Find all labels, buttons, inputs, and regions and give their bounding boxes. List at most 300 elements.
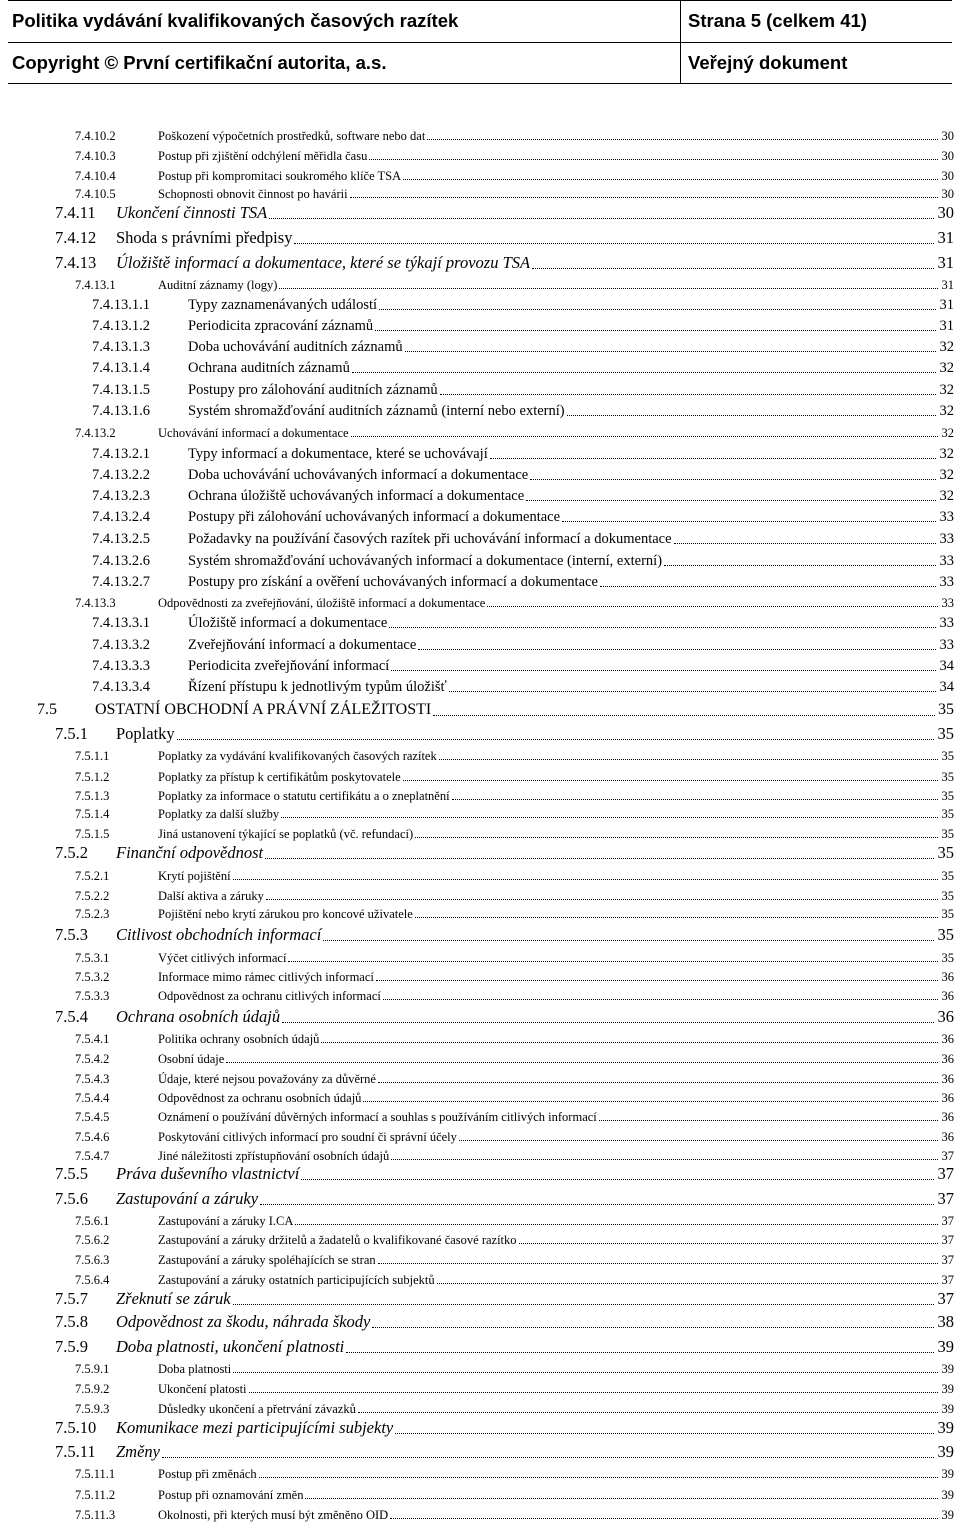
toc-leader-dots [305, 1498, 938, 1499]
toc-entry-title: Doba uchovávání uchovávaných informací a dokumentace [188, 466, 529, 483]
toc-entry-number: 7.4.13 [55, 252, 97, 272]
toc-entry-title: Zastupování a záruky spoléhajících se stran [158, 1252, 376, 1267]
toc-entry[interactable] [0, 292, 960, 312]
toc-entry[interactable] [0, 1481, 960, 1501]
toc-entry[interactable] [0, 1123, 960, 1143]
toc-entry-number: 7.5.6.3 [75, 1252, 110, 1267]
toc-entry[interactable] [0, 820, 960, 840]
toc-entry-title: Ochrana osobních údajů [116, 1006, 281, 1026]
toc-entry[interactable] [0, 653, 960, 673]
toc-entry-page: 39 [941, 1487, 954, 1502]
toc-entry-title: Důsledky ukončení a přetrvání závazků [158, 1401, 356, 1416]
toc-entry-number: 7.5.3 [55, 924, 88, 944]
toc-entry-number: 7.5.4.2 [75, 1051, 110, 1066]
toc-entry-page: 34 [939, 678, 954, 695]
toc-entry-title: Ochrana úložiště uchovávaných informací a dokumentace [188, 487, 525, 504]
toc-entry-page: 36 [941, 1031, 954, 1046]
toc-entry-number: 7.5.4.1 [75, 1031, 110, 1046]
toc-entry-number: 7.5.8 [55, 1311, 88, 1331]
toc-entry-number: 7.5.1.4 [75, 806, 110, 821]
toc-entry[interactable] [0, 142, 960, 162]
toc-entry-title: Typy informací a dokumentace, které se uchovávají [188, 445, 488, 462]
toc-leader-dots [487, 606, 938, 607]
toc-leader-dots [279, 288, 938, 289]
toc-entry-title: Ukončení činnosti TSA [116, 202, 268, 222]
toc-entry-title: Pojištění nebo krytí zárukou pro koncové uživatele [158, 906, 413, 921]
toc-entry[interactable] [0, 504, 960, 524]
toc-entry-title: Poskytování citlivých informací pro soudní či správní účely [158, 1129, 457, 1144]
toc-entry-number: 7.4.13.1.3 [92, 338, 150, 355]
toc-entry-number: 7.4.13.1.2 [92, 317, 150, 334]
toc-entry[interactable] [0, 1375, 960, 1395]
toc-entry[interactable] [0, 313, 960, 333]
toc-entry-page: 36 [941, 1051, 954, 1066]
toc-entry-number: 7.5.2.3 [75, 906, 110, 921]
toc-leader-dots [281, 817, 938, 818]
toc-entry-title: Výčet citlivých informací [158, 950, 287, 965]
toc-entry-page: 32 [939, 359, 954, 376]
toc-entry[interactable] [0, 982, 960, 1002]
toc-leader-dots [391, 670, 936, 671]
toc-entry-title: Práva duševního vlastnictví [116, 1163, 300, 1183]
toc-entry-number: 7.5.4.5 [75, 1109, 110, 1124]
toc-leader-dots [664, 565, 936, 566]
toc-entry-title: Postup při kompromitaci soukromého klíče TSA [158, 168, 402, 183]
toc-entry-number: 7.5.2 [55, 842, 88, 862]
toc-entry-title: Postupy při zálohování uchovávaných informací a dokumentace [188, 508, 561, 525]
toc-entry[interactable] [0, 782, 960, 802]
toc-entry[interactable] [0, 398, 960, 418]
toc-entry[interactable] [0, 419, 960, 439]
toc-entry-page: 35 [937, 842, 954, 862]
toc-entry-number: 7.5.1.2 [75, 769, 110, 784]
toc-entry[interactable] [0, 1065, 960, 1085]
toc-leader-dots [288, 961, 938, 962]
toc-entry-number: 7.5.6 [55, 1188, 88, 1208]
toc-entry-title: Ochrana auditních záznamů [188, 359, 350, 376]
toc-leader-dots [403, 780, 938, 781]
toc-entry[interactable] [0, 862, 960, 882]
toc-entry-title: Typy zaznamenávaných událostí [188, 296, 378, 313]
toc-entry-number: 7.4.13.1 [75, 277, 116, 292]
toc-entry-page: 35 [941, 748, 954, 763]
toc-leader-dots [351, 436, 938, 437]
toc-entry-number: 7.5.4.6 [75, 1129, 110, 1144]
toc-entry-page: 31 [939, 296, 954, 313]
toc-entry-title: Postup při zjištění odchýlení měřidla času [158, 148, 368, 163]
toc-leader-dots [433, 715, 935, 716]
toc-entry-page: 33 [939, 552, 954, 569]
toc-leader-dots [599, 1120, 938, 1121]
toc-entry-title: Oznámení o používání důvěrných informací a souhlas s používáním citlivých informací [158, 1109, 597, 1124]
toc-entry-page: 35 [941, 826, 954, 841]
toc-entry-title: Uchovávání informací a dokumentace [158, 425, 349, 440]
toc-leader-dots [301, 1179, 934, 1180]
toc-entry-number: 7.4.13.1.1 [92, 296, 150, 313]
toc-entry-title: Údaje, které nejsou považovány za důvěrné [158, 1071, 376, 1086]
toc-entry-number: 7.4.10.4 [75, 168, 116, 183]
toc-entry[interactable] [0, 1103, 960, 1123]
toc-entry-title: Systém shromažďování auditních záznamů (interní nebo externí) [188, 402, 565, 419]
toc-leader-dots [282, 1022, 934, 1023]
toc-entry-title: Periodicita zpracování záznamů [188, 317, 374, 334]
toc-entry-title: Poplatky za vydávání kvalifikovaných časových razítek [158, 748, 437, 763]
toc-entry-page: 36 [941, 988, 954, 1003]
toc-entry-number: 7.5.11.3 [75, 1507, 116, 1522]
toc-entry-page: 39 [941, 1361, 954, 1376]
toc-leader-dots [376, 980, 938, 981]
toc-entry-page: 36 [941, 1129, 954, 1144]
toc-leader-dots [449, 691, 936, 692]
toc-entry-number: 7.4.13.2.6 [92, 552, 150, 569]
toc-entry[interactable] [0, 944, 960, 964]
toc-entry[interactable] [0, 1501, 960, 1521]
toc-entry-page: 33 [939, 573, 954, 590]
toc-entry-number: 7.5.6.2 [75, 1232, 110, 1247]
toc-entry-title: Poplatky za další služby [158, 806, 280, 821]
toc-entry[interactable] [0, 722, 960, 742]
toc-entry-title: Jiné náležitosti zpřístupňování osobních údajů [158, 1148, 390, 1163]
toc-entry-page: 32 [939, 466, 954, 483]
toc-leader-dots [323, 940, 934, 941]
toc-entry-page: 37 [941, 1252, 954, 1267]
toc-entry[interactable] [0, 763, 960, 783]
toc-entry[interactable] [0, 1084, 960, 1104]
toc-entry-page: 33 [939, 508, 954, 525]
toc-leader-dots [519, 1243, 938, 1244]
toc-entry-title: Auditní záznamy (logy) [158, 277, 278, 292]
toc-leader-dots [177, 739, 934, 740]
toc-entry-number: 7.5.11.1 [75, 1466, 116, 1481]
toc-entry-page: 37 [937, 1288, 954, 1308]
toc-leader-dots [321, 1042, 938, 1043]
toc-entry-number: 7.4.13.2.2 [92, 466, 150, 483]
toc-entry-title: Jiná ustanovení týkající se poplatků (vč. refundací) [158, 826, 414, 841]
toc-entry-number: 7.4.10.3 [75, 148, 116, 163]
toc-entry-page: 37 [941, 1148, 954, 1163]
toc-entry-page: 35 [941, 806, 954, 821]
toc-entry[interactable] [0, 251, 960, 271]
toc-entry-title: Zastupování a záruky [116, 1188, 259, 1208]
toc-entry-title: Úložiště informací a dokumentace [188, 614, 388, 631]
toc-entry-page: 36 [941, 1090, 954, 1105]
toc-entry-number: 7.5.9.2 [75, 1381, 110, 1396]
toc-entry[interactable] [0, 900, 960, 920]
toc-entry[interactable] [0, 180, 960, 200]
toc-entry-title: OSTATNÍ OBCHODNÍ A PRÁVNÍ ZÁLEŽITOSTI [95, 701, 432, 718]
toc-entry[interactable] [0, 882, 960, 902]
toc-entry[interactable] [0, 674, 960, 694]
toc-entry-page: 39 [941, 1401, 954, 1416]
toc-entry[interactable] [0, 569, 960, 589]
toc-entry-page: 33 [939, 614, 954, 631]
toc-leader-dots [295, 1224, 938, 1225]
toc-entry-number: 7.4.11 [55, 202, 96, 222]
toc-entry-number: 7.5.1.1 [75, 748, 110, 763]
toc-entry-title: Poškození výpočetních prostředků, software nebo dat [158, 128, 426, 143]
toc-entry[interactable] [0, 122, 960, 142]
toc-entry-title: Doba uchovávání auditních záznamů [188, 338, 403, 355]
toc-entry[interactable] [0, 800, 960, 820]
toc-entry[interactable] [0, 1246, 960, 1266]
toc-entry-number: 7.5.3.3 [75, 988, 110, 1003]
toc-entry[interactable] [0, 1187, 960, 1207]
toc-leader-dots [437, 1283, 938, 1284]
toc-entry-title: Ukončení platosti [158, 1381, 247, 1396]
toc-entry[interactable] [0, 1025, 960, 1045]
toc-leader-dots [532, 268, 934, 269]
toc-leader-dots [415, 917, 938, 918]
toc-leader-dots [395, 1433, 934, 1434]
toc-entry[interactable] [0, 1335, 960, 1355]
toc-entry[interactable] [0, 632, 960, 652]
toc-leader-dots [269, 218, 934, 219]
toc-entry[interactable] [0, 1460, 960, 1480]
toc-entry-number: 7.5.4.7 [75, 1148, 110, 1163]
toc-entry-page: 31 [941, 277, 954, 292]
toc-entry-number: 7.4.13.1.6 [92, 402, 150, 419]
toc-entry-title: Schopnosti obnovit činnost po havárii [158, 186, 348, 201]
toc-entry-page: 38 [937, 1311, 954, 1331]
toc-entry-number: 7.5.1.3 [75, 788, 110, 803]
toc-entry[interactable] [0, 1416, 960, 1436]
toc-entry-title: Postupy pro zálohování auditních záznamů [188, 381, 438, 398]
toc-entry[interactable] [0, 923, 960, 943]
toc-entry-page: 37 [941, 1213, 954, 1228]
toc-entry-page: 39 [941, 1466, 954, 1481]
toc-entry[interactable] [0, 271, 960, 291]
toc-entry-number: 7.5.6.1 [75, 1213, 110, 1228]
toc-entry-title: Shoda s právními předpisy [116, 227, 293, 247]
toc-entry-number: 7.5.6.4 [75, 1272, 110, 1287]
toc-entry[interactable] [0, 589, 960, 609]
toc-leader-dots [249, 1392, 938, 1393]
toc-entry-number: 7.4.13.3.3 [92, 657, 150, 674]
toc-entry-number: 7.5.9.3 [75, 1401, 110, 1416]
toc-entry-title: Finanční odpovědnost [116, 842, 264, 862]
toc-entry-page: 32 [939, 487, 954, 504]
toc-leader-dots [459, 1140, 938, 1141]
toc-entry-number: 7.4.12 [55, 227, 97, 247]
toc-leader-dots [389, 627, 936, 628]
toc-entry-page: 37 [937, 1163, 954, 1183]
toc-leader-dots [372, 1327, 934, 1328]
toc-entry-number: 7.5.11.2 [75, 1487, 116, 1502]
toc-entry[interactable] [0, 1310, 960, 1330]
toc-entry-number: 7.4.13.3.2 [92, 636, 150, 653]
toc-entry[interactable] [0, 841, 960, 861]
toc-entry-title: Odpovědnost za ochranu osobních údajů [158, 1090, 362, 1105]
toc-entry[interactable] [0, 1440, 960, 1460]
toc-entry[interactable] [0, 1287, 960, 1307]
toc-leader-dots [418, 649, 936, 650]
toc-entry-page: 36 [941, 1071, 954, 1086]
toc-entry-page: 35 [941, 769, 954, 784]
toc-entry-title: Další aktiva a záruky [158, 888, 264, 903]
toc-leader-dots [415, 837, 938, 838]
document-title: Politika vydávání kvalifikovaných časových razítek [12, 10, 459, 31]
toc-entry-title: Poplatky za přístup k certifikátům poskytovatele [158, 769, 401, 784]
toc-entry-number: 7.5.3.2 [75, 969, 110, 984]
toc-entry-page: 31 [939, 317, 954, 334]
toc-leader-dots [369, 159, 938, 160]
toc-entry-title: Odpovědnosti za zveřejňování, úložiště informací a dokumentace [158, 595, 486, 610]
toc-leader-dots [265, 858, 934, 859]
toc-entry[interactable] [0, 226, 960, 246]
toc-entry-number: 7.4.13.3.1 [92, 614, 150, 631]
toc-entry[interactable] [0, 483, 960, 503]
toc-leader-dots [294, 243, 934, 244]
toc-entry[interactable] [0, 201, 960, 221]
toc-entry-page: 33 [939, 636, 954, 653]
toc-leader-dots [526, 500, 936, 501]
toc-entry-page: 39 [937, 1441, 954, 1461]
toc-entry-page: 31 [937, 252, 954, 272]
toc-leader-dots [390, 1518, 938, 1519]
toc-leader-dots [562, 521, 936, 522]
toc-entry-title: Postupy pro získání a ověření uchovávaných informací a dokumentace [188, 573, 598, 590]
toc-entry-number: 7.5.2.2 [75, 888, 110, 903]
toc-entry[interactable] [0, 462, 960, 482]
toc-entry-title: Odpovědnost za škodu, náhrada škody [116, 1311, 371, 1331]
page-indicator: Strana 5 (celkem 41) [688, 10, 867, 31]
toc-entry-page: 34 [939, 657, 954, 674]
toc-entry-title: Doba platnosti [158, 1361, 232, 1376]
toc-entry-title: Zveřejňování informací a dokumentace [188, 636, 417, 653]
toc-entry-page: 32 [941, 425, 954, 440]
toc-leader-dots [363, 1101, 938, 1102]
toc-entry-number: 7.4.13.2 [75, 425, 116, 440]
toc-entry-page: 35 [941, 788, 954, 803]
toc-entry-page: 37 [941, 1272, 954, 1287]
toc-entry-title: Citlivost obchodních informací [116, 924, 322, 944]
toc-entry-page: 30 [941, 128, 954, 143]
toc-entry-number: 7.4.13.3 [75, 595, 116, 610]
toc-entry-title: Postup při změnách [158, 1466, 257, 1481]
toc-leader-dots [440, 394, 936, 395]
toc-entry-page: 31 [937, 227, 954, 247]
toc-entry[interactable] [0, 1266, 960, 1286]
toc-entry-page: 37 [937, 1188, 954, 1208]
toc-entry-number: 7.4.13.2.1 [92, 445, 150, 462]
toc-entry[interactable] [0, 377, 960, 397]
toc-entry-title: Okolnosti, při kterých musí být změněno OID [158, 1507, 389, 1522]
toc-entry-number: 7.4.10.2 [75, 128, 116, 143]
toc-entry-number: 7.5.1.5 [75, 826, 110, 841]
toc-entry-page: 35 [937, 723, 954, 743]
toc-leader-dots [260, 1204, 934, 1205]
toc-leader-dots [358, 1412, 938, 1413]
toc-entry-title: Komunikace mezi participujícími subjekty [116, 1417, 394, 1437]
toc-leader-dots [490, 458, 936, 459]
toc-entry-title: Politika ochrany osobních údajů [158, 1031, 320, 1046]
toc-entry-number: 7.5.2.1 [75, 868, 110, 883]
toc-entry-title: Poplatky [116, 723, 175, 743]
toc-leader-dots [233, 879, 938, 880]
toc-entry-title: Zřeknutí se záruk [116, 1288, 231, 1308]
toc-entry[interactable] [0, 1162, 960, 1182]
toc-entry[interactable] [0, 698, 960, 718]
toc-entry-page: 36 [937, 1006, 954, 1026]
toc-leader-dots [162, 1457, 934, 1458]
toc-entry-number: 7.5.9.1 [75, 1361, 110, 1376]
toc-entry-page: 32 [939, 338, 954, 355]
toc-leader-dots [233, 1372, 938, 1373]
toc-entry[interactable] [0, 1142, 960, 1162]
toc-entry-page: 36 [941, 969, 954, 984]
toc-entry-title: Změny [116, 1441, 160, 1461]
toc-entry[interactable] [0, 963, 960, 983]
toc-entry-number: 7.4.13.2.7 [92, 573, 150, 590]
toc-entry[interactable] [0, 526, 960, 546]
toc-leader-dots [346, 1352, 934, 1353]
toc-entry-title: Řízení přístupu k jednotlivým typům úložišť [188, 678, 447, 695]
toc-entry-title: Informace mimo rámec citlivých informací [158, 969, 374, 984]
toc-leader-dots [567, 415, 936, 416]
toc-entry-number: 7.5.5 [55, 1163, 88, 1183]
toc-entry[interactable] [0, 1005, 960, 1025]
toc-entry[interactable] [0, 355, 960, 375]
toc-entry[interactable] [0, 162, 960, 182]
toc-entry-number: 7.4.13.2.5 [92, 530, 150, 547]
toc-entry[interactable] [0, 334, 960, 354]
toc-entry-title: Osobní údaje [158, 1051, 225, 1066]
toc-entry-title: Zastupování a záruky ostatních participujících subjektů [158, 1272, 435, 1287]
toc-entry-number: 7.4.10.5 [75, 186, 116, 201]
toc-entry[interactable] [0, 1395, 960, 1415]
toc-entry-title: Zastupování a záruky I.CA [158, 1213, 294, 1228]
toc-entry[interactable] [0, 1355, 960, 1375]
toc-entry-title: Zastupování a záruky držitelů a žadatelů o kvalifikované časové razítko [158, 1232, 517, 1247]
toc-entry-title: Systém shromažďování uchovávaných informací a dokumentace (interní, externí) [188, 552, 663, 569]
toc-leader-dots [233, 1304, 934, 1305]
toc-entry[interactable] [0, 610, 960, 630]
toc-entry[interactable] [0, 742, 960, 762]
toc-entry-page: 35 [938, 701, 954, 718]
toc-entry[interactable] [0, 1207, 960, 1227]
toc-entry-page: 32 [939, 402, 954, 419]
toc-entry[interactable] [0, 1045, 960, 1065]
toc-leader-dots [226, 1062, 938, 1063]
toc-entry-number: 7.4.13.2.4 [92, 508, 150, 525]
toc-entry-number: 7.5.7 [55, 1288, 88, 1308]
toc-leader-dots [600, 586, 936, 587]
toc-entry-number: 7.5.1 [55, 723, 88, 743]
toc-entry-page: 33 [939, 530, 954, 547]
toc-entry-number: 7.5.11 [55, 1441, 96, 1461]
toc-entry[interactable] [0, 1226, 960, 1246]
toc-entry-number: 7.4.13.3.4 [92, 678, 150, 695]
toc-entry-number: 7.4.13.2.3 [92, 487, 150, 504]
toc-entry[interactable] [0, 548, 960, 568]
toc-entry-number: 7.4.13.1.5 [92, 381, 150, 398]
toc-entry[interactable] [0, 441, 960, 461]
toc-entry-title: Poplatky za informace o statutu certifikátu a o zneplatnění [158, 788, 450, 803]
toc-entry-page: 30 [937, 202, 954, 222]
toc-leader-dots [259, 1477, 938, 1478]
toc-entry-page: 33 [941, 595, 954, 610]
toc-entry-page: 39 [941, 1507, 954, 1522]
toc-leader-dots [383, 999, 938, 1000]
toc-entry-page: 37 [941, 1232, 954, 1247]
toc-leader-dots [352, 372, 936, 373]
toc-entry-title: Požadavky na používání časových razítek při uchovávání informací a dokumentace [188, 530, 672, 547]
toc-entry-number: 7.5.9 [55, 1336, 88, 1356]
toc-leader-dots [379, 309, 936, 310]
toc-entry-number: 7.5 [37, 701, 57, 718]
toc-leader-dots [378, 1263, 938, 1264]
toc-entry-page: 35 [941, 950, 954, 965]
